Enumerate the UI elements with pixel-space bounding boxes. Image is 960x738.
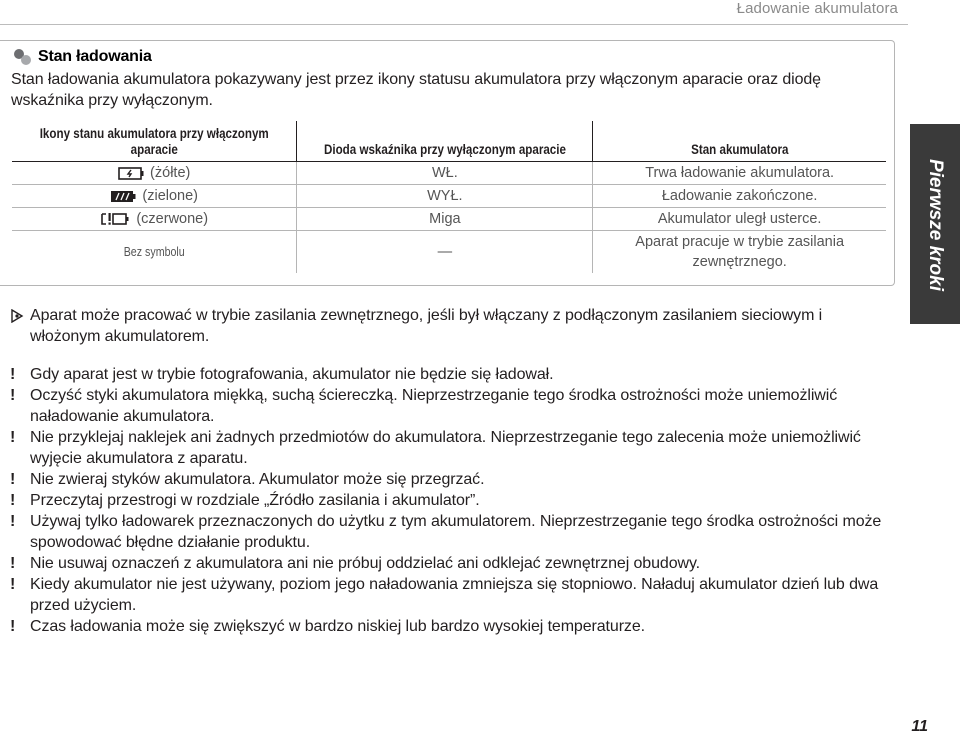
caution-item — [10, 511, 890, 553]
caution-item — [10, 364, 890, 385]
caution-text: Czas ładowania może się zwiększyć w bardzo niskiej lub bardzo wysokiej temperaturze. — [30, 618, 645, 635]
table-row — [12, 231, 886, 274]
table-cell-led: — — [297, 231, 593, 274]
battery-status-table — [12, 121, 886, 273]
battery-full-icon — [110, 190, 136, 203]
table-header-cell: Dioda wskaźnika przy wyłączonym aparacie — [318, 121, 572, 162]
table-row — [12, 162, 886, 185]
caution-icon: ! — [10, 618, 16, 635]
note-icon — [10, 309, 24, 323]
icon-color-label: (żółte) — [150, 165, 191, 181]
table-header-cell: Ikony stanu akumulatora przy włączonym aparacie — [32, 121, 277, 162]
table-cell-status: Aparat pracuje w trybie zasilania zewnętrznego. — [635, 234, 845, 270]
table-cell-icon — [12, 208, 297, 231]
caution-icon: ! — [10, 471, 16, 488]
note-item — [10, 305, 890, 347]
note-block — [10, 305, 890, 347]
table-cell-status: Trwa ładowanie akumulatora. — [593, 162, 886, 185]
caution-text: Przeczytaj przestrogi w rozdziale „Źródło zasilania i akumulator”. — [30, 492, 480, 509]
caution-icon: ! — [10, 429, 16, 446]
table-cell-led: WŁ. — [297, 162, 593, 185]
caution-icon: ! — [10, 366, 16, 383]
section-title-text: Stan ładowania — [38, 48, 152, 65]
table-cell-status: Ładowanie zakończone. — [593, 185, 886, 208]
no-symbol-label: Bez symbolu — [123, 244, 185, 259]
chapter-tab-label: Pierwsze kroki — [925, 158, 946, 292]
battery-charging-icon — [118, 167, 144, 180]
caution-item — [10, 490, 890, 511]
table-cell-led: WYŁ. — [297, 185, 593, 208]
table-cell-icon — [12, 162, 297, 185]
table-cell-icon — [12, 185, 297, 208]
table-header-cell: Stan akumulatora — [613, 121, 865, 162]
table-cell-status: Akumulator uległ usterce. — [593, 208, 886, 231]
page-number: 11 — [911, 718, 928, 735]
table-cell-led: Miga — [297, 208, 593, 231]
caution-text: Nie zwieraj styków akumulatora. Akumulator może się przegrzać. — [30, 471, 485, 488]
section-bullet-icon — [12, 48, 36, 66]
caution-item — [10, 469, 890, 490]
caution-item — [10, 574, 890, 616]
caution-item — [10, 385, 890, 427]
caution-text: Nie usuwaj oznaczeń z akumulatora ani nie próbuj oddzielać ani odklejać zewnętrznej obudowy. — [30, 555, 701, 572]
section-title — [12, 48, 152, 66]
caution-text: Oczyść styki akumulatora miękką, suchą ściereczką. Nieprzestrzeganie tego środka ostrożności może uniemożliwić naładowanie akumulatora. — [30, 387, 838, 425]
caution-icon: ! — [10, 492, 16, 509]
table-row — [12, 208, 886, 231]
caution-item — [10, 616, 890, 637]
table-cell-icon — [12, 231, 297, 274]
page-header-title: Ładowanie akumulatora — [736, 0, 898, 17]
table-header-row — [12, 121, 886, 162]
caution-text: Nie przyklejaj naklejek ani żadnych przedmiotów do akumulatora. Nieprzestrzeganie tego zalecenia może uniemożliwić wyjęcie akumulatora z aparatu. — [30, 429, 861, 467]
section-intro: Stan ładowania akumulatora pokazywany jest przez ikony statusu akumulatora przy włączonym aparacie oraz diodę wskaźnika przy wyłączonym. — [11, 71, 821, 109]
caution-icon: ! — [10, 576, 16, 593]
battery-error-icon — [100, 212, 130, 226]
icon-color-label: (zielone) — [142, 188, 198, 204]
caution-text: Używaj tylko ładowarek przeznaczonych do użytku z tym akumulatorem. Nieprzestrzeganie tego środka ostrożności może spowodować błędne działanie produktu. — [30, 513, 882, 551]
caution-icon: ! — [10, 513, 16, 530]
caution-icon: ! — [10, 387, 16, 404]
caution-text: Kiedy akumulator nie jest używany, poziom jego naładowania zmniejsza się stopniowo. Naładuj akumulator dzień lub dwa przed użyciem. — [30, 576, 879, 614]
caution-icon: ! — [10, 555, 16, 572]
header-divider — [0, 24, 908, 25]
table-row — [12, 185, 886, 208]
caution-item — [10, 553, 890, 574]
note-text: Aparat może pracować w trybie zasilania zewnętrznego, jeśli był włączany z podłączonym zasilaniem sieciowym i włożonym akumulatorem. — [30, 307, 823, 345]
icon-color-label: (czerwone) — [136, 211, 209, 227]
caution-list — [10, 364, 890, 637]
caution-item — [10, 427, 890, 469]
caution-text: Gdy aparat jest w trybie fotografowania, akumulator nie będzie się ładował. — [30, 366, 554, 383]
